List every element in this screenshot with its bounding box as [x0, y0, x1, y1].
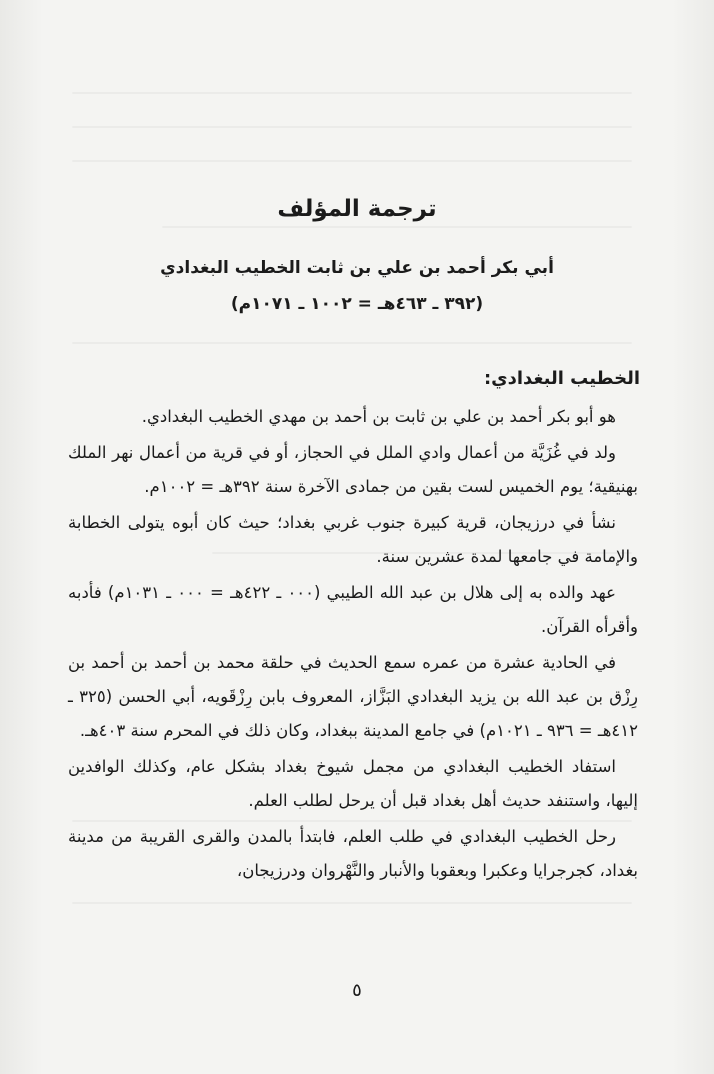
body-text: [68, 400, 638, 890]
paragraph: في الحادية عشرة من عمره سمع الحديث في حلقة محمد بن أحمد بن أحمد بن رِزْق بن عبد الله بن يزيد البغدادي البَزَّاز، المعروف بابن رِزْقَويه، أبي الحسن (٣٢٥ ـ ٤١٢هـ = ٩٣٦ ـ ١٠٢١م) في جامع المدينة ببغداد، وكان ذلك في المحرم سنة ٤٠٣هـ.: [68, 653, 638, 740]
author-dates: (٣٩٢ ـ ٤٦٣هـ = ١٠٠٢ ـ ١٠٧١م): [230, 294, 484, 314]
paragraph: عهد والده به إلى هلال بن عبد الله الطيبي (٠٠٠ ـ ٤٢٢هـ = ٠٠٠ ـ ١٠٣١م) فأدبه وأقرأه القرآن.: [68, 583, 638, 636]
bleed-through-line: [72, 160, 632, 162]
bleed-through-line: [162, 226, 632, 228]
paragraph: استفاد الخطيب البغدادي من مجمل شيوخ بغداد بشكل عام، وكذلك الوافدين إليها، واستنفد حديث أهل بغداد قبل أن يرحل لطلب العلم.: [68, 757, 638, 810]
author-name: أبي بكر أحمد بن علي بن ثابت الخطيب البغدادي: [160, 258, 554, 278]
paragraph: رحل الخطيب البغدادي في طلب العلم، فابتدأ بالمدن والقرى القريبة من مدينة بغداد، كجرجرايا وعكبرا وبعقوبا والأنبار والنَّهْروان ودرزيجان،: [68, 827, 638, 880]
page-number: ٥: [352, 980, 362, 1001]
paragraph: نشأ في درزيجان، قرية كبيرة جنوب غربي بغداد؛ حيث كان أبوه يتولى الخطابة والإمامة في جامعها لمدة عشرين سنة.: [68, 513, 638, 566]
bleed-through-line: [72, 342, 632, 344]
page-title: ترجمة المؤلف: [277, 196, 437, 222]
section-heading: الخطيب البغدادي:: [483, 368, 640, 389]
bleed-through-line: [72, 126, 632, 128]
bleed-through-line: [72, 902, 632, 904]
paragraph: هو أبو بكر أحمد بن علي بن ثابت بن أحمد بن مهدي الخطيب البغدادي.: [141, 407, 616, 426]
bleed-through-line: [72, 92, 632, 94]
paragraph: ولد في غُزَيَّة من أعمال وادي الملل في الحجاز، أو في قرية من أعمال نهر الملك بهنيقية؛ يوم الخميس لست بقين من جمادى الآخرة سنة ٣٩٢هـ = ١٠٠٢م.: [68, 443, 638, 496]
